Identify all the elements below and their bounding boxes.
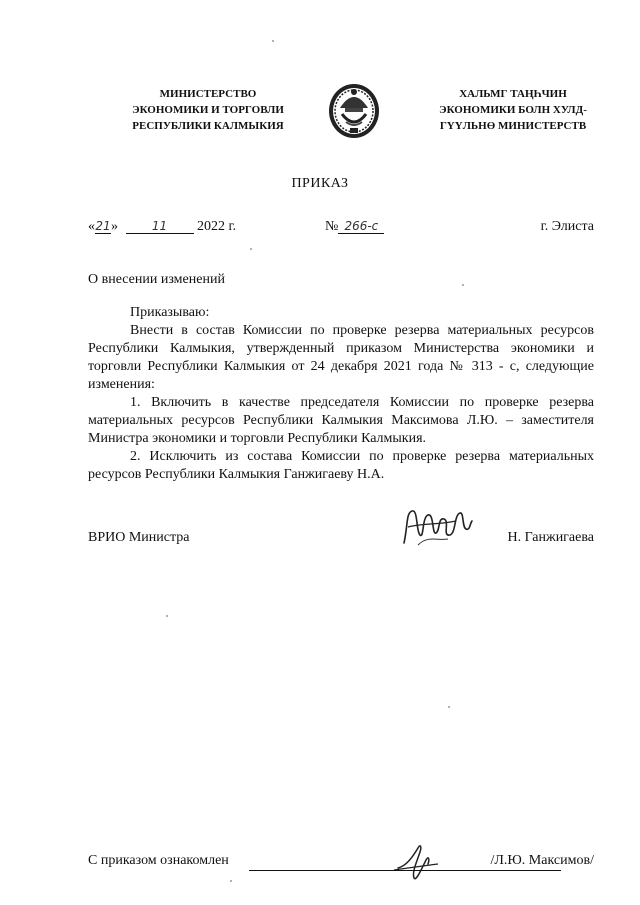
acknowledged-person-name: /Л.Ю. Максимов/	[490, 853, 594, 868]
order-number	[325, 219, 384, 235]
acknowledgement-signature-line	[249, 870, 561, 871]
header-right-line: ГҮҮЛЬНӨ МИНИСТЕРСТВ	[439, 120, 587, 132]
order-item-2: 2. Исключить из состава Комиссии по проверке резерва материальных ресурсов Республики Калмыкия Ганжигаеву Н.А.	[88, 449, 594, 482]
header-right-line: ЭКОНОМИКИ БОЛН ХУЛД-	[439, 104, 587, 116]
document-title: ПРИКАЗ	[291, 176, 349, 191]
scan-speck	[250, 248, 252, 250]
scan-speck	[230, 880, 232, 882]
order-subject: О внесении изменений	[88, 272, 225, 287]
order-date	[88, 219, 236, 235]
number-sign: №	[325, 219, 339, 234]
ministry-name-russian	[113, 86, 303, 134]
signature-block	[88, 528, 594, 558]
date-quote-open: «	[88, 219, 95, 234]
order-number-value: 266-с	[338, 219, 384, 234]
acknowledgement-line	[88, 853, 594, 875]
signatory-name: Н. Ганжигаева	[507, 530, 594, 545]
scan-speck	[448, 706, 450, 708]
date-quote-close: »	[111, 219, 118, 234]
order-year: 2022 г.	[197, 219, 237, 234]
order-body	[88, 304, 594, 484]
scan-speck	[272, 40, 274, 42]
order-item-1: 1. Включить в качестве председателя Комиссии по проверке резерва материальных ресурсов Республики Калмыкия Максимова Л.Ю. – заместителя Министра экономики и торговли Республики Калмыкия.	[88, 395, 594, 446]
scan-speck	[462, 284, 464, 286]
order-date-line	[88, 219, 594, 239]
header-right-line: ХАЛЬМГ ТАҢҺЧИН	[459, 88, 567, 100]
order-month: 11	[126, 219, 194, 234]
order-day: 21	[95, 219, 111, 233]
order-paragraph: Внести в состав Комиссии по проверке резерва материальных ресурсов Республики Калмыкия, утвержденный приказом Министерства экономики и торговли Республики Калмыкия от 24 декабря 2021 года № 313 - с, следующие изменения:	[88, 323, 594, 392]
header-left-line: МИНИСТЕРСТВО	[159, 88, 257, 100]
order-city: г. Элиста	[540, 219, 594, 234]
ministry-name-kalmyk	[418, 86, 608, 134]
signatory-role: ВРИО Министра	[88, 530, 190, 545]
header-left-line: ЭКОНОМИКИ И ТОРГОВЛИ	[132, 104, 284, 116]
acknowledgement-label: С приказом ознакомлен	[88, 853, 229, 868]
order-directive: Приказываю:	[130, 305, 210, 320]
scan-speck	[166, 615, 168, 617]
kalmykia-coat-of-arms-icon	[326, 78, 382, 140]
header-left-line: РЕСПУБЛИКИ КАЛМЫКИЯ	[132, 120, 284, 132]
